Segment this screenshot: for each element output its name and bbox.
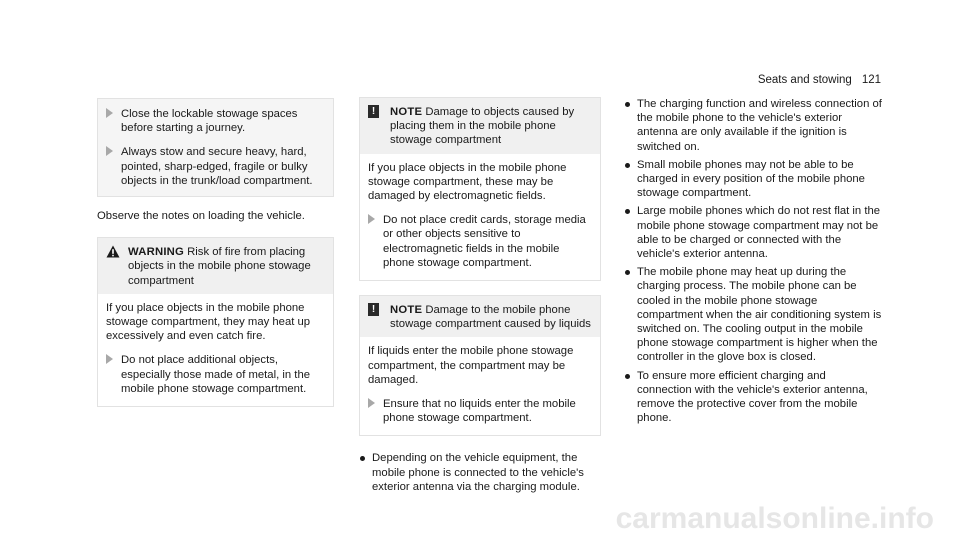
note-text: If liquids enter the mobile phone stowage compartment, the compartment may be damaged. xyxy=(368,345,574,386)
list-item: Do not place additional objects, especially those made of metal, in the mobile phone stowage compartment. xyxy=(106,353,325,396)
bullet-dot-icon xyxy=(625,270,630,275)
list-item: Depending on the vehicle equipment, the mobile phone is connected to the vehicle's exterior antenna via the charging module. xyxy=(359,451,601,494)
warning-body xyxy=(98,294,333,406)
warning-text: If you place objects in the mobile phone stowage compartment, they may heat up excessively and even catch fire. xyxy=(106,301,311,343)
observe-note: Observe the notes on loading the vehicle. xyxy=(97,210,305,223)
column-1 xyxy=(97,98,334,407)
note-label: NOTE xyxy=(390,106,423,118)
bullet-dot-icon xyxy=(625,374,630,379)
arrow-bullet-icon xyxy=(106,146,113,156)
list-item: To ensure more efficient charging and connection with the vehicle's exterior antenna, remove the protective cover from the mobile phone. xyxy=(624,369,882,426)
exclamation-icon: ! xyxy=(368,303,379,316)
bullet-list xyxy=(359,451,601,494)
note-label: NOTE xyxy=(390,304,423,317)
warning-header xyxy=(98,238,333,294)
arrow-bullet-icon xyxy=(368,398,375,408)
note-title: Damage to objects caused by placing them in the mobile phone stowage compartment xyxy=(390,106,575,147)
bullet-dot-icon xyxy=(625,163,630,168)
page-header xyxy=(758,73,881,87)
arrow-bullet-icon xyxy=(368,214,375,224)
stowage-tips-box xyxy=(97,98,334,197)
watermark-text: carmanualsonline.info xyxy=(615,502,934,533)
arrow-bullet-icon xyxy=(106,108,113,118)
list-item: Ensure that no liquids enter the mobile phone stowage compartment. xyxy=(368,397,592,425)
arrow-bullet-icon xyxy=(106,354,113,364)
list-item: Large mobile phones which do not rest flat in the mobile phone stowage compartment may not be able to be charged or connected with the vehicle's exterior antenna. xyxy=(624,204,882,261)
exclamation-icon: ! xyxy=(368,105,379,118)
list-item: The charging function and wireless connection of the mobile phone to the vehicle's exterior antenna are only available if the ignition is switched on. xyxy=(624,97,882,154)
page-number: 121 xyxy=(861,74,881,86)
list-item: Always stow and secure heavy, hard, pointed, sharp-edged, fragile or bulky objects in the trunk/load compartment. xyxy=(106,145,325,188)
list-item: The mobile phone may heat up during the charging process. The mobile phone can be cooled in the mobile phone stowage compartment when the air conditioning system is switched on. The cooling output in the mobile phone stowage compartment is higher when the controller in the glove box is closed. xyxy=(624,265,882,364)
list-item: Small mobile phones may not be able to be charged in every position of the mobile phone stowage compartment. xyxy=(624,158,882,201)
warning-box xyxy=(97,237,334,407)
note-text: If you place objects in the mobile phone stowage compartment, these may be damaged by electromagnetic fields. xyxy=(368,161,567,203)
section-title: Seats and stowing xyxy=(757,74,852,86)
warning-label: WARNING xyxy=(128,246,184,259)
note-body xyxy=(360,154,600,280)
watermark xyxy=(0,500,960,533)
note-header xyxy=(360,98,600,154)
note-body xyxy=(360,337,600,435)
warning-title: Risk of fire from placing objects in the mobile phone stowage compartment xyxy=(128,246,311,287)
list-item: Do not place credit cards, storage media or other objects sensitive to electromagnetic fields in the mobile phone stowage compartment. xyxy=(368,213,592,270)
bullet-dot-icon xyxy=(360,456,365,461)
bullet-dot-icon xyxy=(625,209,630,214)
note-box xyxy=(359,97,601,281)
bullet-list xyxy=(624,97,882,425)
bullet-dot-icon xyxy=(625,102,630,107)
note-title: Damage to the mobile phone stowage compartment caused by liquids xyxy=(390,304,591,331)
warning-triangle-icon xyxy=(106,245,120,258)
column-3 xyxy=(624,97,882,429)
note-header xyxy=(360,296,600,337)
note-box xyxy=(359,295,601,436)
column-2 xyxy=(359,97,601,498)
list-item: Close the lockable stowage spaces before starting a journey. xyxy=(106,107,325,135)
